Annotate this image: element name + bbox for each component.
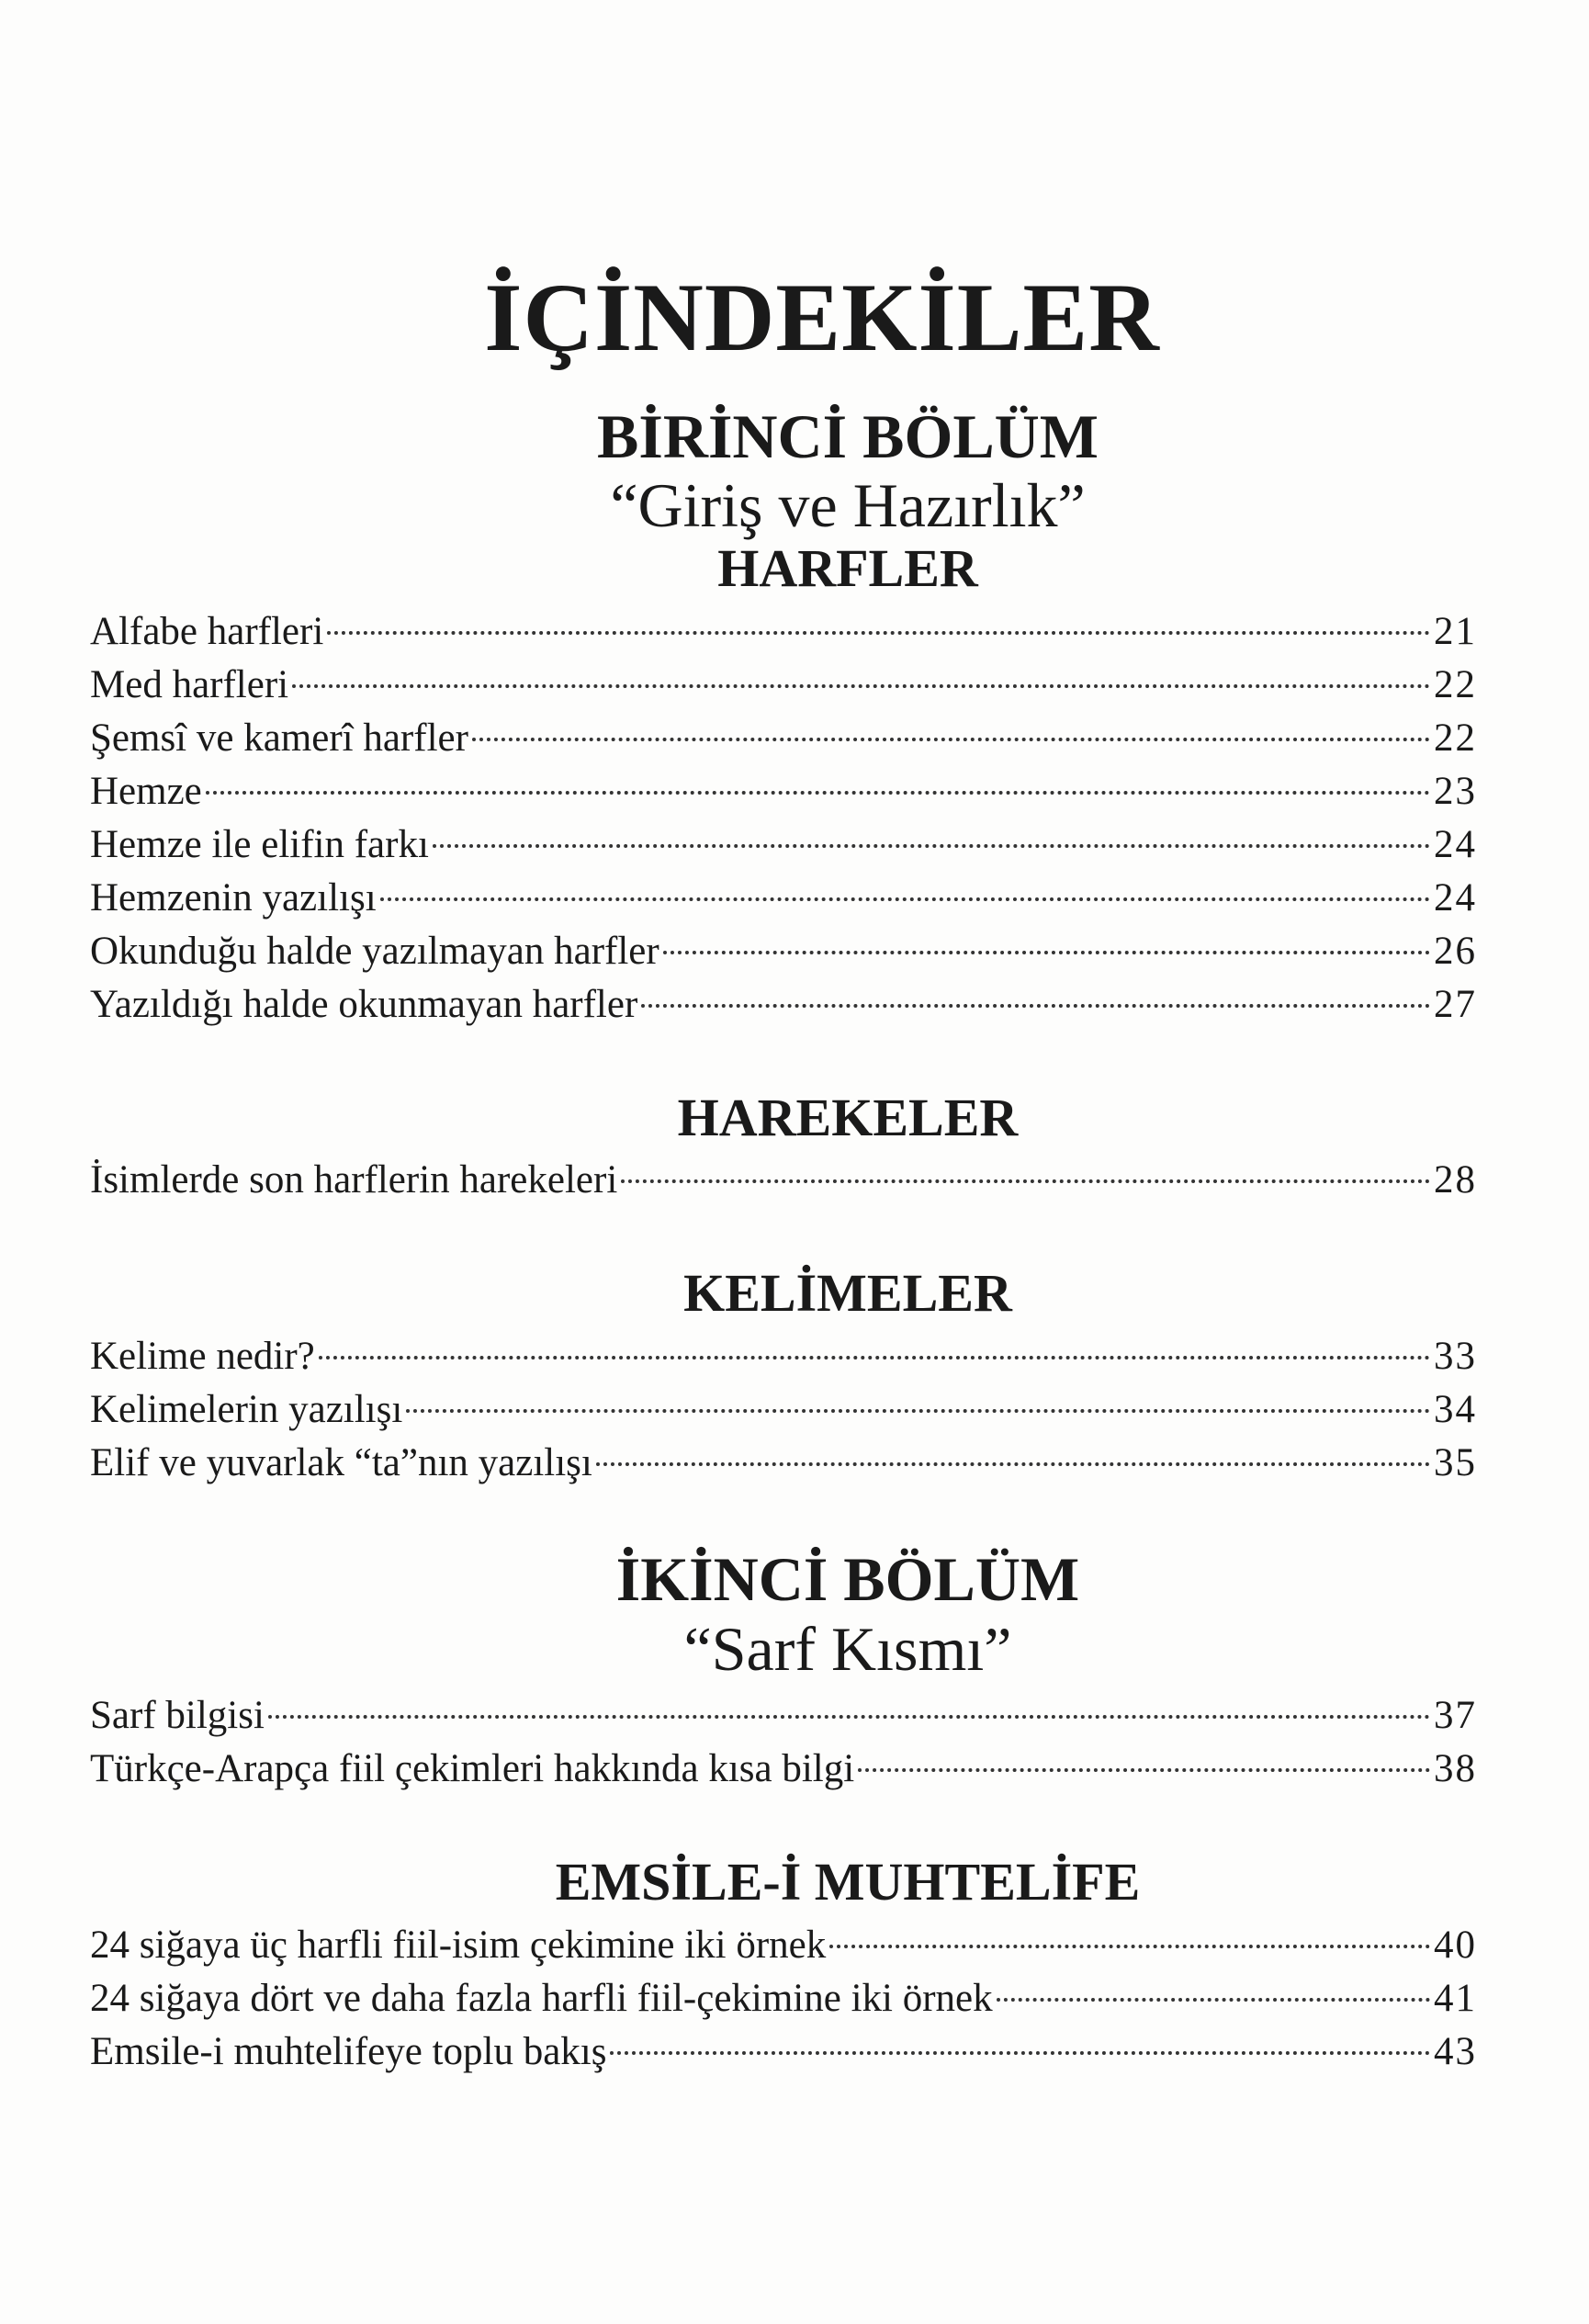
entry-page-number: 38 [1434, 1746, 1477, 1790]
toc-entry[interactable] [90, 1972, 1477, 2025]
spacer [90, 1207, 1477, 1264]
group-heading: HAREKELER [677, 1087, 1019, 1147]
entry-label: Hemzenin yazılışı [90, 875, 377, 919]
entry-page-number: 43 [1434, 2029, 1477, 2073]
entry-list [90, 1919, 1477, 2079]
toc-entry[interactable] [90, 2025, 1477, 2079]
dot-leader [596, 1462, 1430, 1466]
toc-entry[interactable] [90, 1689, 1477, 1743]
entry-list [90, 1154, 1477, 1207]
section-subtitle: “Sarf Kısmı” [683, 1613, 1012, 1684]
entry-page-number: 26 [1434, 929, 1477, 973]
entry-label: Kelime nedir? [90, 1335, 315, 1379]
group-sarf [90, 1689, 1477, 1796]
spacer [90, 1490, 1477, 1547]
toc-entry[interactable] [90, 1919, 1477, 1972]
dot-leader [327, 631, 1430, 635]
toc-entry[interactable] [90, 659, 1477, 712]
section-birinci-bolum [90, 401, 1477, 1490]
toc-entry[interactable] [90, 1154, 1477, 1207]
entry-label: Şemsî ve kamerî harfler [90, 716, 468, 760]
entry-list [90, 605, 1477, 1032]
toc-entry[interactable] [90, 1330, 1477, 1383]
entry-label: Kelimelerin yazılışı [90, 1388, 403, 1432]
group-harekeler [90, 1089, 1477, 1208]
section-heading: İKİNCİ BÖLÜM [615, 1544, 1080, 1615]
toc-entry[interactable] [90, 605, 1477, 659]
dot-leader [641, 1004, 1430, 1008]
dot-leader [268, 1715, 1430, 1719]
dot-leader [610, 2051, 1430, 2055]
group-harfler [90, 539, 1477, 1032]
toc-entry[interactable] [90, 818, 1477, 872]
entry-page-number: 34 [1434, 1388, 1477, 1432]
table-of-contents [90, 401, 1477, 2079]
entry-page-number: 24 [1434, 822, 1477, 866]
entry-page-number: 24 [1434, 875, 1477, 919]
entry-label: Hemze ile elifin farkı [90, 822, 429, 866]
entry-page-number: 23 [1434, 769, 1477, 813]
entry-label: Elif ve yuvarlak “ta”nın yazılışı [90, 1441, 592, 1485]
entry-page-number: 40 [1434, 1923, 1477, 1967]
toc-entry[interactable] [90, 1437, 1477, 1490]
entry-page-number: 22 [1434, 716, 1477, 760]
dot-leader [829, 1945, 1430, 1948]
entry-page-number: 21 [1434, 609, 1477, 653]
entry-label: Türkçe-Arapça fiil çekimleri hakkında kısa bilgi [90, 1746, 855, 1790]
spacer [90, 1796, 1477, 1853]
dot-leader [997, 1998, 1430, 2002]
page-title: İÇİNDEKİLER [484, 264, 1160, 372]
group-heading: EMSİLE-İ MUHTELİFE [555, 1851, 1141, 1912]
entry-page-number: 28 [1434, 1158, 1477, 1202]
group-heading: HARFLER [717, 537, 978, 598]
entry-label: Sarf bilgisi [90, 1693, 265, 1737]
toc-entry[interactable] [90, 712, 1477, 765]
entry-list [90, 1689, 1477, 1796]
toc-entry[interactable] [90, 765, 1477, 818]
section-heading: BİRİNCİ BÖLÜM [597, 401, 1099, 471]
dot-leader [406, 1409, 1430, 1413]
entry-label: Alfabe harfleri [90, 609, 324, 653]
entry-page-number: 35 [1434, 1441, 1477, 1485]
dot-leader [621, 1179, 1430, 1183]
section-subtitle: “Giriş ve Hazırlık” [610, 470, 1086, 541]
entry-label: Emsile-i muhtelifeye toplu bakış [90, 2029, 607, 2073]
dot-leader [206, 791, 1430, 795]
group-emsile [90, 1853, 1477, 2079]
entry-label: Yazıldığı halde okunmayan harfler [90, 982, 638, 1026]
entry-list [90, 1330, 1477, 1490]
entry-label: Med harfleri [90, 662, 289, 706]
toc-entry[interactable] [90, 1743, 1477, 1796]
dot-leader [858, 1768, 1430, 1772]
dot-leader [472, 738, 1430, 741]
entry-label: 24 siğaya dört ve daha fazla harfli fiil-çekimine iki örnek [90, 1976, 993, 2020]
dot-leader [380, 897, 1430, 901]
entry-label: Hemze [90, 769, 202, 813]
entry-label: Okunduğu halde yazılmayan harfler [90, 929, 659, 973]
dot-leader [663, 951, 1430, 954]
dot-leader [319, 1356, 1430, 1359]
entry-label: 24 siğaya üç harfli fiil-isim çekimine iki örnek [90, 1923, 827, 1967]
section-ikinci-bolum [90, 1544, 1477, 2079]
group-kelimeler [90, 1264, 1477, 1490]
toc-entry[interactable] [90, 925, 1477, 978]
entry-page-number: 27 [1434, 982, 1477, 1026]
entry-page-number: 37 [1434, 1693, 1477, 1737]
spacer [90, 1032, 1477, 1089]
dot-leader [433, 844, 1430, 848]
entry-page-number: 41 [1434, 1976, 1477, 2020]
entry-page-number: 22 [1434, 662, 1477, 706]
toc-entry[interactable] [90, 872, 1477, 925]
dot-leader [292, 684, 1430, 688]
toc-entry[interactable] [90, 1383, 1477, 1437]
entry-label: İsimlerde son harflerin harekeleri [90, 1158, 618, 1202]
group-heading: KELİMELER [683, 1263, 1012, 1324]
entry-page-number: 33 [1434, 1335, 1477, 1379]
toc-entry[interactable] [90, 978, 1477, 1032]
